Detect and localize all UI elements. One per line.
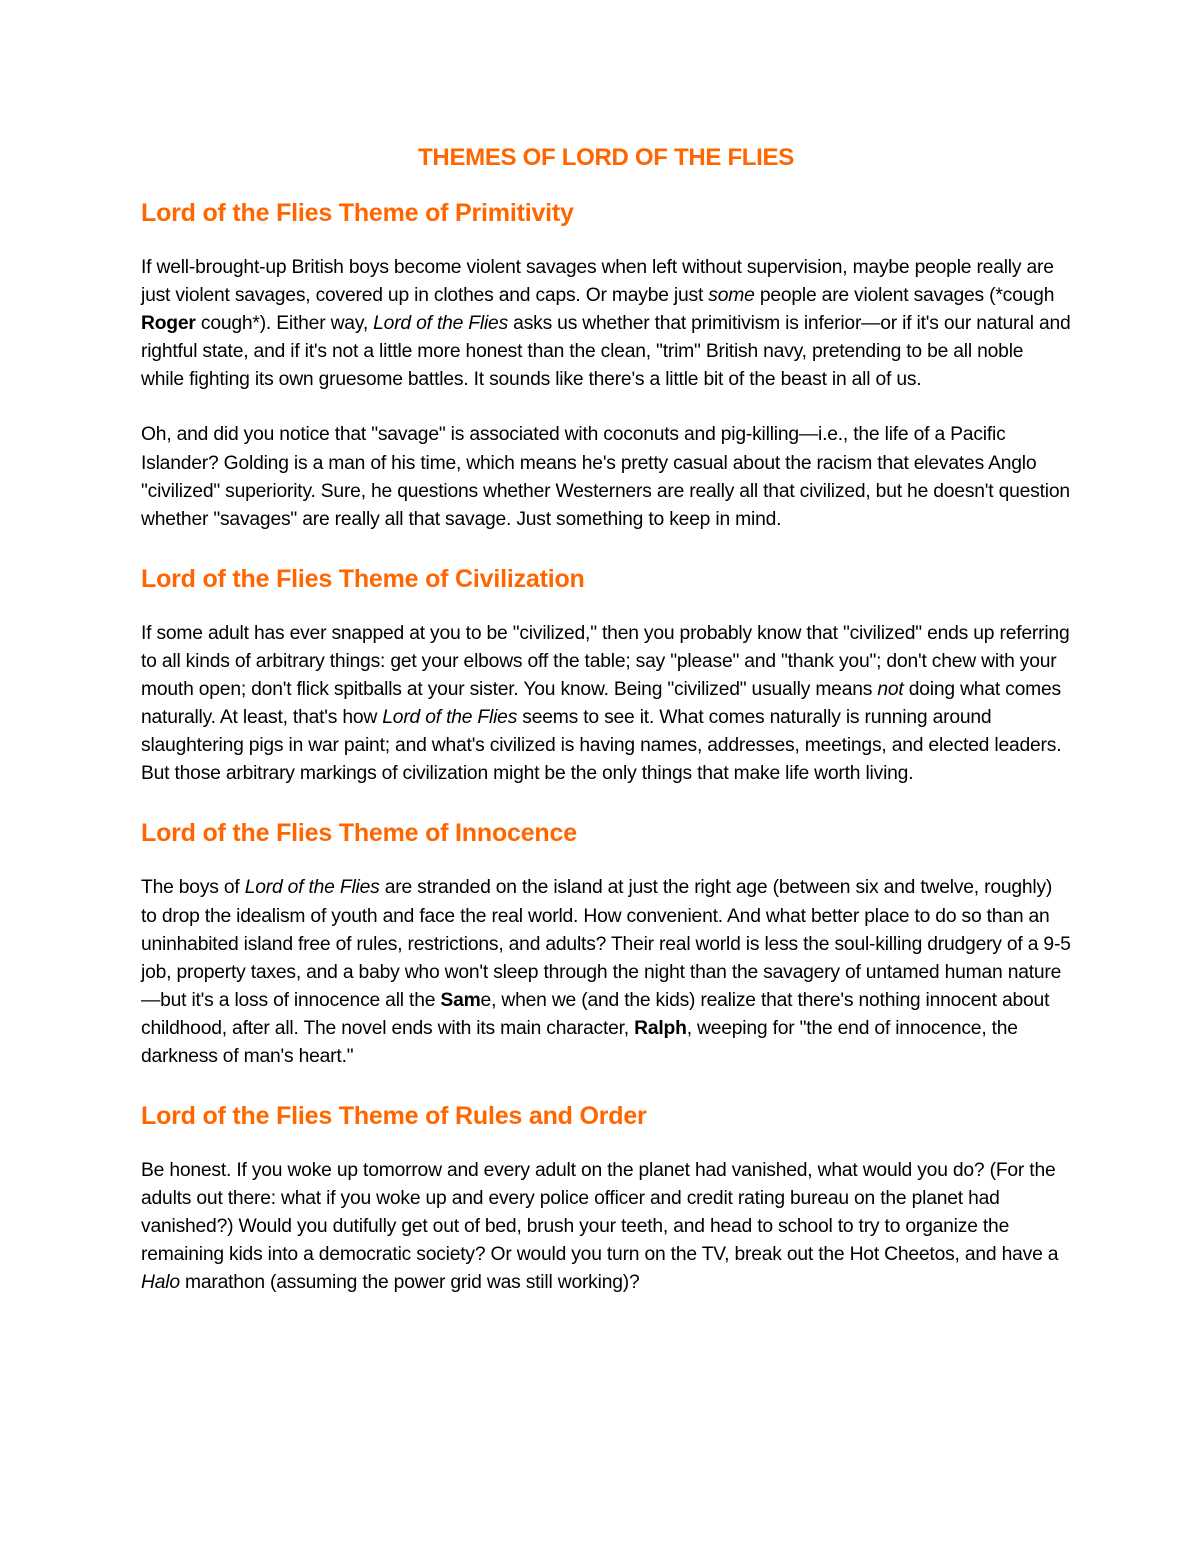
italic-text: not [877, 679, 904, 701]
paragraph: Oh, and did you notice that "savage" is associated with coconuts and pig-killing—i.e., the life of a Pacific Islander? Golding is a man of his time, which means he's pretty casual about the racism that elevates Anglo "civilized" superiority. Sure, he questions whether Westerners are really all that civilized, but he doesn't question whether "savages" are really all that savage. Just something to keep in mind. [141, 424, 1070, 530]
document-title: THEMES OF LORD OF THE FLIES [418, 144, 794, 171]
bold-name: Sam [440, 989, 481, 1011]
section-primitivity [141, 195, 1071, 534]
paragraph: Be honest. If you woke up tomorrow and every adult on the planet had vanished, what would you do? (For the adults out there: what if you woke up and every police officer and credit rating bureau on the planet had vanished?) Would you dutifully get out of bed, brush your teeth, and head to school to try to organize the remaining kids into a democratic society? Or would you turn on the TV, break out the Hot Cheetos, and have a Halo marathon (assuming the power grid was still working)? [141, 1160, 1059, 1294]
paragraph: The boys of Lord of the Flies are stranded on the island at just the right age (between six and twelve, roughly) to drop the idealism of youth and face the real world. How convenient. And what better place to do so than an uninhabited island free of rules, restrictions, and adults? Their real world is less the soul-killing drudgery of a 9-5 job, property taxes, and a baby who won't sleep through the night than the savagery of untamed human nature—but it's a loss of innocence all the Same, when we (and the kids) realize that there's nothing innocent about childhood, after all. The novel ends with its main character, Ralph, weeping for "the end of innocence, the darkness of man's heart." [141, 877, 1071, 1067]
bold-name: Roger [141, 313, 196, 335]
section-civilization [141, 561, 1071, 789]
italic-text: Halo [141, 1272, 180, 1294]
italic-text: Lord of the Flies [244, 877, 380, 899]
italic-text: some [708, 285, 755, 307]
paragraph: If some adult has ever snapped at you to be "civilized," then you probably know that "civilized" ends up referring to all kinds of arbitrary things: get your elbows off the table; say "please" and "thank you"; don't chew with your mouth open; don't flick spitballs at your sister. You know. Being "civilized" usually means not doing what comes naturally. At least, that's how Lord of the Flies seems to see it. What comes naturally is running around slaughtering pigs in war paint; and what's civilized is having names, addresses, meetings, and elected leaders. But those arbitrary markings of civilization might be the only things that make life worth living. [141, 622, 1070, 785]
italic-text: Lord of the Flies [373, 313, 509, 335]
section-rules-and-order [141, 1098, 1071, 1297]
italic-text: Lord of the Flies [382, 707, 518, 729]
bold-name: Ralph [634, 1017, 687, 1039]
section-innocence [141, 815, 1071, 1071]
section-heading: Lord of the Flies Theme of Primitivity [141, 199, 574, 227]
paragraph: If well-brought-up British boys become violent savages when left without supervision, maybe people really are just violent savages, covered up in clothes and caps. Or maybe just some people are violent savages (*cough Roger cough*). Either way, Lord of the Flies asks us whether that primitivism is inferior—or if it's our natural and rightful state, and if it's not a little more honest than the clean, "trim" British navy, pretending to be all noble while fighting its own gruesome battles. It sounds like there's a little bit of the beast in all of us. [141, 257, 1071, 391]
section-heading: Lord of the Flies Theme of Rules and Order [141, 1102, 647, 1131]
section-heading: Lord of the Flies Theme of Civilization [141, 564, 585, 593]
document-page [141, 140, 1071, 1325]
section-heading: Lord of the Flies Theme of Innocence [141, 819, 577, 848]
